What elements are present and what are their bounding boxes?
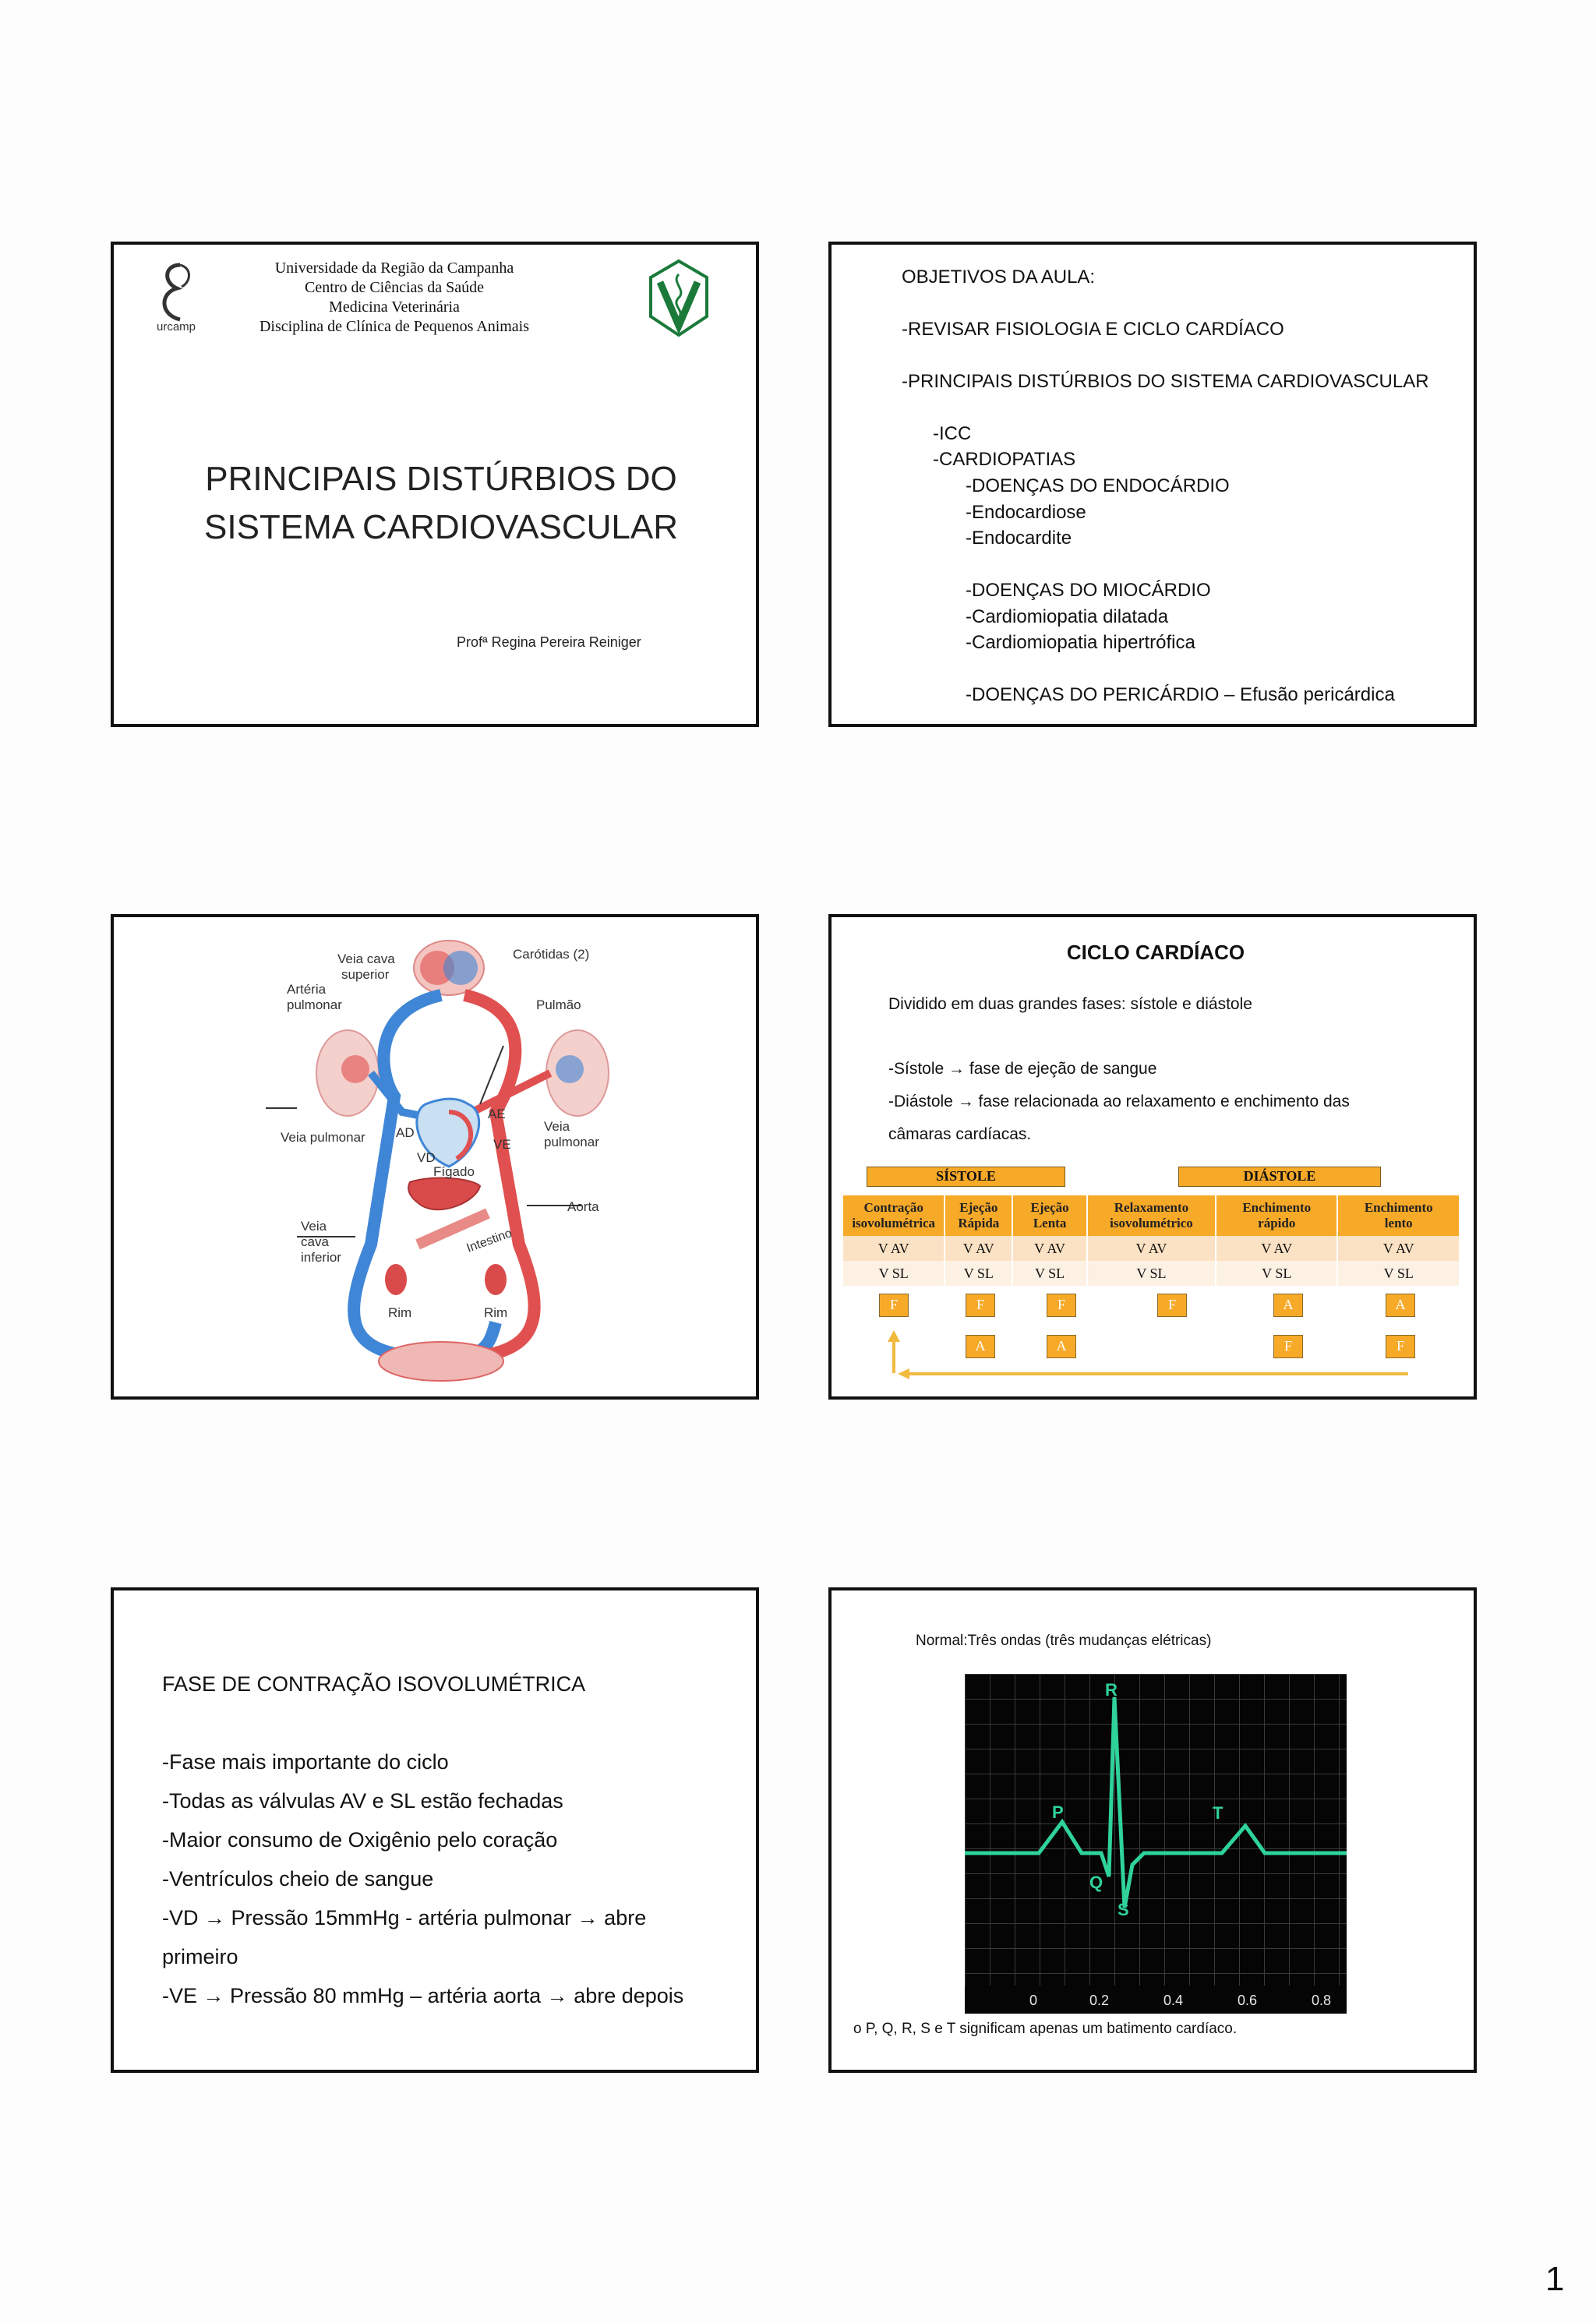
label-ae: AE — [488, 1107, 506, 1121]
x-tick: 0.2 — [1089, 1993, 1110, 2008]
label-vd: VD — [417, 1150, 436, 1165]
cycle-arrows — [832, 917, 1474, 1396]
wave-label-r: R — [1105, 1680, 1118, 1700]
label-aorta: Aorta — [567, 1199, 599, 1214]
objective-item: -CARDIOPATIAS — [933, 449, 1076, 470]
phase-line: -Fase mais importante do ciclo — [162, 1750, 449, 1774]
university-name: Universidade da Região da Campanha — [274, 259, 514, 277]
diastole-text-cont: câmaras cardíacas. — [888, 1125, 1032, 1143]
valve-state-box: F — [1273, 1335, 1303, 1358]
svg-text:pulmonar: pulmonar — [287, 997, 342, 1012]
svg-text:cava: cava — [301, 1234, 329, 1249]
objectives-heading: OBJETIVOS DA AULA: — [902, 267, 1096, 288]
valve-state-box: F — [879, 1294, 909, 1317]
x-tick: 0.8 — [1312, 1993, 1332, 2008]
label-veia-cava-inferior: Veia — [301, 1219, 327, 1234]
x-tick: 0.4 — [1163, 1993, 1184, 2008]
col-header: Contração isovolumétrica — [843, 1195, 945, 1236]
circulation-diagram — [114, 917, 756, 1396]
wave-label-s: S — [1118, 1900, 1129, 1919]
table-row: V SL V SL V SL V SL V SL V SL — [843, 1261, 1460, 1286]
cycle-intro: Dividido em duas grandes fases: sístole e diástole — [888, 995, 1252, 1013]
valve-state-box: A — [1047, 1335, 1076, 1358]
col-header: Ejeção Rápida — [945, 1195, 1012, 1236]
col-header: Relaxamento isovolumétrico — [1087, 1195, 1216, 1236]
x-tick: 0.6 — [1238, 1993, 1258, 2008]
label-ve: VE — [493, 1137, 511, 1152]
ecg-caption-bottom: o P, Q, R, S e T significam apenas um batimento cardíaco. — [853, 2021, 1238, 2037]
wave-label-q: Q — [1089, 1873, 1103, 1892]
objective-item: -PRINCIPAIS DISTÚRBIOS DO SISTEMA CARDIOVASCULAR — [902, 371, 1429, 392]
objective-item: -DOENÇAS DO ENDOCÁRDIO — [966, 475, 1230, 496]
objective-item: -REVISAR FISIOLOGIA E CICLO CARDÍACO — [902, 319, 1284, 340]
label-ad: AD — [396, 1125, 415, 1140]
urcamp-logo — [149, 259, 211, 333]
label-figado: Fígado — [433, 1164, 475, 1179]
label-veia-cava-superior: Veia cava — [337, 951, 395, 966]
valve-state-box: F — [966, 1294, 995, 1317]
slide-ecg — [828, 1587, 1477, 2073]
col-header: Enchimento rápido — [1216, 1195, 1337, 1236]
slide-circulation-diagram — [111, 914, 759, 1400]
professor-name: Profª Regina Pereira Reiniger — [457, 634, 641, 650]
slide-title — [111, 242, 759, 727]
phase-line: -VE → Pressão 80 mmHg – artéria aorta → abre depois — [162, 1984, 684, 2007]
label-carotidas: Carótidas (2) — [513, 947, 590, 962]
label-veia-pulmonar: Veia pulmonar — [281, 1130, 365, 1145]
phase-line: primeiro — [162, 1945, 238, 1968]
phase-diastole-label: DIÁSTOLE — [1178, 1167, 1381, 1187]
phase-title: FASE DE CONTRAÇÃO ISOVOLUMÉTRICA — [162, 1672, 586, 1696]
phase-line: -Todas as válvulas AV e SL estão fechadas — [162, 1789, 563, 1813]
slide-cardiac-cycle — [828, 914, 1477, 1400]
objective-item: -Cardiomiopatia hipertrófica — [966, 632, 1195, 653]
col-header: Enchimento lento — [1337, 1195, 1460, 1236]
discipline-name: Disciplina de Clínica de Pequenos Animais — [259, 318, 530, 335]
phase-line: -Maior consumo de Oxigênio pelo coração — [162, 1828, 558, 1852]
lecture-title: PRINCIPAIS DISTÚRBIOS DO SISTEMA CARDIOVASCULAR — [204, 460, 678, 546]
veterinary-logo — [648, 259, 710, 341]
sistole-text: -Sístole → fase de ejeção de sangue — [888, 1060, 1157, 1078]
label-rim-left: Rim — [388, 1305, 412, 1320]
urcamp-logo-text: urcamp — [157, 320, 196, 333]
label-pulmao: Pulmão — [536, 997, 581, 1012]
ecg-chart — [965, 1674, 1347, 2014]
label-intestino: Intestino — [464, 1227, 514, 1255]
valve-state-box: A — [1273, 1294, 1303, 1317]
objective-item: -DOENÇAS DO PERICÁRDIO – Efusão pericárdica — [966, 684, 1395, 705]
label-veia-pulmonar-right: Veia — [544, 1119, 570, 1134]
university-header — [231, 259, 558, 337]
wave-label-t: T — [1213, 1803, 1223, 1823]
objective-item: -Cardiomiopatia dilatada — [966, 606, 1169, 627]
col-header: Ejeção Lenta — [1012, 1195, 1087, 1236]
slide-isovolumetric-phase — [111, 1587, 759, 2073]
valve-state-box: A — [966, 1335, 995, 1358]
objective-item: -Endocardite — [966, 528, 1072, 549]
table-row: V AV V AV V AV V AV V AV V AV — [843, 1236, 1460, 1261]
valve-state-box: F — [1047, 1294, 1076, 1317]
valve-state-box: F — [1157, 1294, 1187, 1317]
ecg-caption-top: Normal:Três ondas (três mudanças elétricas) — [916, 1633, 1212, 1649]
wave-label-p: P — [1052, 1802, 1064, 1822]
x-tick: 0 — [1029, 1993, 1038, 2008]
objective-item: -DOENÇAS DO MIOCÁRDIO — [966, 580, 1211, 601]
valve-state-box: A — [1386, 1294, 1415, 1317]
label-arteria-pulmonar: Artéria — [287, 982, 327, 997]
objective-item: -Endocardiose — [966, 502, 1086, 523]
svg-text:superior: superior — [341, 967, 390, 982]
course-name: Medicina Veterinária — [329, 298, 460, 316]
valve-state-box: F — [1386, 1335, 1415, 1358]
svg-text:inferior: inferior — [301, 1250, 341, 1265]
cycle-title: CICLO CARDÍACO — [1066, 941, 1245, 964]
phase-sistole-label: SÍSTOLE — [867, 1167, 1065, 1187]
label-rim-right: Rim — [484, 1305, 508, 1320]
page-number: 1 — [1545, 2260, 1565, 2298]
svg-text:pulmonar: pulmonar — [544, 1135, 599, 1149]
diastole-text: -Diástole → fase relacionada ao relaxamento e enchimento das — [888, 1093, 1350, 1110]
phase-line: -Ventrículos cheio de sangue — [162, 1867, 434, 1891]
phase-line: -VD → Pressão 15mmHg - artéria pulmonar → abre — [162, 1906, 647, 1929]
slide-objectives — [828, 242, 1477, 727]
objective-item: -ICC — [933, 423, 972, 444]
center-name: Centro de Ciências da Saúde — [305, 279, 484, 296]
